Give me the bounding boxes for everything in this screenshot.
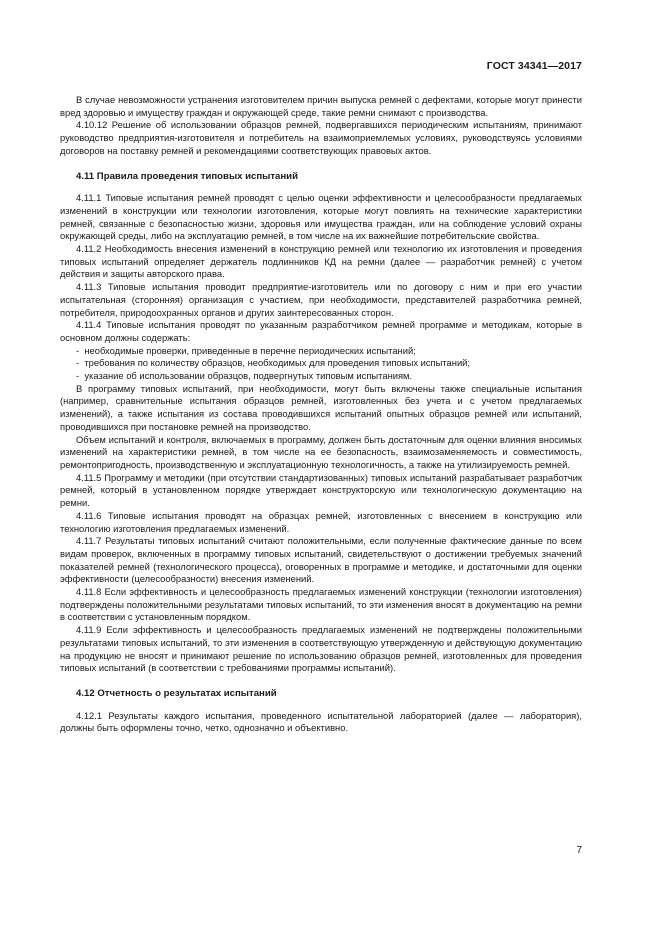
- paragraph: 4.11.8 Если эффективность и целесообразность предлагаемых изменений конструкции (технологии изготовления) подтверждены положительными результатами типовых испытаний, то эти изменения вносят в документацию на ремни в соответствии с установленным порядком.: [60, 586, 582, 623]
- paragraph: 4.11.5 Программу и методики (при отсутствии стандартизованных) типовых испытаний разрабатывает разработчик ремней, который в установленном порядке утверждает конструкторскую или технологическую документацию на ремни.: [60, 471, 582, 509]
- paragraph: 4.11.6 Типовые испытания проводят на образцах ремней, изготовленных с внесением в конструкцию или технологию изготовления предлагаемых изменений.: [60, 509, 582, 534]
- requirements-list: [60, 345, 582, 383]
- page-number: 7: [576, 845, 582, 856]
- list-item: - необходимые проверки, приведенные в перечне периодических испытаний;: [60, 345, 582, 358]
- document-header: ГОСТ 34341—2017: [486, 60, 582, 72]
- section-heading-4-11: 4.11 Правила проведения типовых испытаний: [76, 170, 298, 182]
- paragraph: 4.11.1 Типовые испытания ремней проводят с целью оценки эффективности и целесообразности предлагаемых изменений в конструкции или технологии изготовления, которые могут повлиять на технические характеристики ремней, связанные с безопасностью жизни, здоровья или имущества граждан, или на соблюдение условий охраны окружающей среды, либо на эксплуатацию ремней, в том числе на их важнейшие потребительские свойства.: [60, 192, 582, 242]
- paragraph: 4.11.3 Типовые испытания проводит предприятие-изготовитель или по договору с ним и при его участии испытательная (сторонняя) организация с участием, при необходимости, представителей разработчика ремней, потребителя, природоохранных органов и других заинтересованных сторон.: [60, 281, 582, 318]
- paragraph: 4.12.1 Результаты каждого испытания, проведенного испытательной лабораторией (далее — лаборатория), должны быть оформлены точно, четко, однозначно и объективно.: [60, 709, 582, 734]
- paragraph: 4.11.4 Типовые испытания проводят по указанным разработчиком ремней программе и методикам, которые в основном должны содержать:: [60, 319, 582, 343]
- paragraph: В программу типовых испытаний, при необходимости, могут быть включены также специальные испытания (например, сравнительные испытания образцов ремней, изготовленных без учета и с учетом предлагаемых изменений), а также испытания из состава проводившихся испытаний опытных образцов ремней или испытаний, проводившихся при постановке ремней на производство.: [60, 382, 582, 432]
- list-item: - указание об использовании образцов, подвергнутых типовым испытаниям.: [60, 370, 582, 383]
- list-item: - требования по количеству образцов, необходимых для проведения типовых испытаний;: [60, 357, 582, 370]
- paragraph: Объем испытаний и контроля, включаемых в программу, должен быть достаточным для оценки влияния вносимых изменений на характеристики ремней, в том числе на ее безопасность, взаимозаменяемость и совместимость, ремонтопригодность, производственную и эксплуатационную технологичность, а также на утилизируемость ремней.: [60, 433, 582, 470]
- section-heading-4-12: 4.12 Отчетность о результатах испытаний: [76, 687, 277, 699]
- paragraph: В случае невозможности устранения изготовителем причин выпуска ремней с дефектами, которые могут принести вред здоровью и имуществу граждан и окружающей среде, такие ремни снимают с производства.: [60, 94, 582, 118]
- paragraph: 4.11.7 Результаты типовых испытаний считают положительными, если полученные фактические данные по всем видам проверок, включенных в программу типовых испытаний, свидетельствуют о достижении требуемых значений показателей ремней (технологического процесса), оговоренных в программе и методике, и достаточными для оценки эффективности (целесообразности) внесения изменений.: [60, 535, 582, 585]
- paragraph: 4.11.2 Необходимость внесения изменений в конструкцию ремней или технологию их изготовления и проведения типовых испытаний определяет держатель подлинников КД на ремни (далее — разработчик ремней) с учетом действия и защиты авторского права.: [60, 243, 582, 280]
- document-body: [60, 94, 582, 735]
- paragraph: 4.10.12 Решение об использовании образцов ремней, подвергавшихся периодическим испытаниям, принимают руководство предприятия-изготовителя и потребитель на взаимоприемлемых условиях, руководствуясь условиями договоров на поставку ремней и рекомендациями соответствующих правовых актов.: [60, 119, 582, 156]
- paragraph: 4.11.9 Если эффективность и целесообразность предлагаемых изменений не подтверждены положительными результатами типовых испытаний, то эти изменения в соответствующую утвержденную и действующую документацию на продукцию не вносят и принимают решение по использованию образцов ремней, изготовленных для проведения типовых испытаний (в соответствии с требованиями программы испытаний).: [60, 624, 582, 674]
